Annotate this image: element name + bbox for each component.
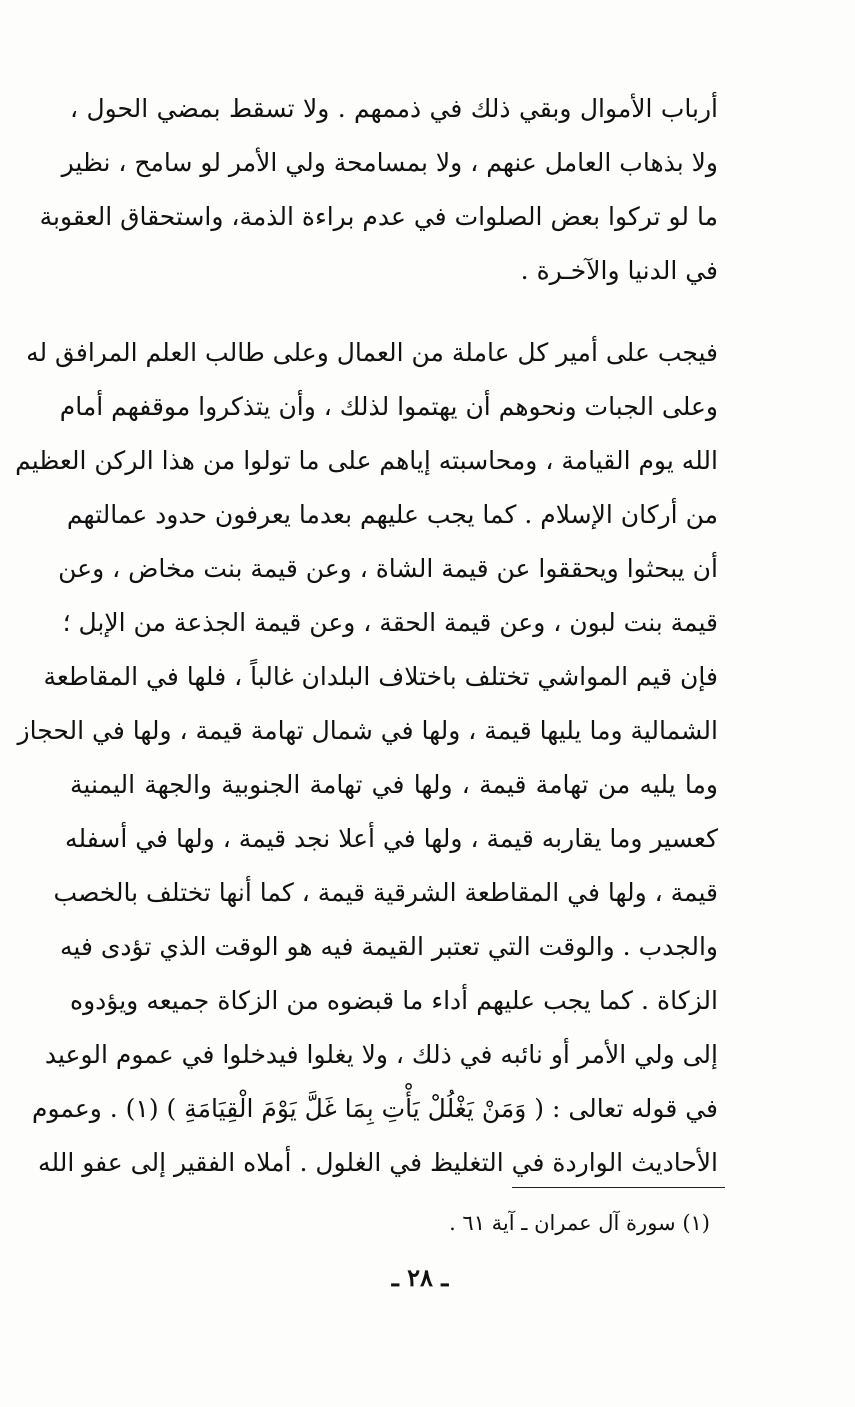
text-line: ما لو تركوا بعض الصلوات في عدم براءة الذمة، واستحقاق العقوبة: [39, 202, 718, 231]
text-line: أرباب الأموال وبقي ذلك في ذممهم . ولا تسقط بمضي الحول ،: [70, 94, 718, 123]
text-line: الشمالية وما يليها قيمة ، ولها في شمال تهامة قيمة ، ولها في الحجاز: [17, 716, 718, 745]
text-line: قيمة ، ولها في المقاطعة الشرقية قيمة ، كما أنها تختلف بالخصب: [53, 878, 718, 907]
text-line: فإن قيم المواشي تختلف باختلاف البلدان غالباً ، فلها في المقاطعة: [43, 662, 718, 691]
text-line: فيجب على أمير كل عاملة من العمال وعلى طالب العلم المرافق له: [26, 338, 718, 367]
paragraph-spacer: [70, 298, 718, 326]
page-number: ـ ٢٨ ـ: [391, 1263, 449, 1292]
text-line: ولا بذهاب العامل عنهم ، ولا بمسامحة ولي الأمر لو سامح ، نظير: [61, 148, 718, 177]
text-line: والجدب . والوقت التي تعتبر القيمة فيه هو الوقت الذي تؤدى فيه: [60, 932, 718, 961]
text-line: في قوله تعالى : ( وَمَنْ يَغْلُلْ يَأْتِ بِمَا غَلَّ يَوْمَ الْقِيَامَةِ ) (١) . وعموم: [31, 1094, 718, 1123]
text-line: في الدنيا والآخـرة .: [520, 256, 718, 285]
text-line: كعسير وما يقاربه قيمة ، ولها في أعلا نجد قيمة ، ولها في أسفله: [65, 824, 718, 853]
text-line: وما يليه من تهامة قيمة ، ولها في تهامة الجنوبية والجهة اليمنية: [70, 770, 718, 799]
paragraph-1: [39, 82, 718, 298]
text-line: إلى ولي الأمر أو نائبه في ذلك ، ولا يغلوا فيدخلوا في عموم الوعيد: [44, 1040, 718, 1069]
text-line: وعلى الجبات ونحوهم أن يهتموا لذلك ، وأن يتذكروا موقفهم أمام: [59, 392, 718, 421]
text-line: أن يبحثوا ويحققوا عن قيمة الشاة ، وعن قيمة بنت مخاض ، وعن: [58, 554, 718, 583]
footnote: (١) سورة آل عمران ـ آية ٦١ .: [449, 1211, 710, 1235]
footnote-divider: [512, 1187, 725, 1188]
text-line: الله يوم القيامة ، ومحاسبته إياهم على ما تولوا من هذا الركن العظيم: [15, 446, 718, 475]
text-line: الأحاديث الواردة في التغليظ في الغلول . أملاه الفقير إلى عفو الله: [38, 1148, 718, 1177]
text-line: قيمة بنت لبون ، وعن قيمة الحقة ، وعن قيمة الجذعة من الإبل ؛: [62, 608, 718, 637]
text-line: من أركان الإسلام . كما يجب عليهم بعدما يعرفون حدود عمالتهم: [66, 500, 718, 529]
main-text: [15, 82, 718, 1190]
text-line: الزكاة . كما يجب عليهم أداء ما قبضوه من الزكاة جميعه ويؤدوه: [70, 986, 718, 1015]
paragraph-2: [15, 326, 718, 1190]
